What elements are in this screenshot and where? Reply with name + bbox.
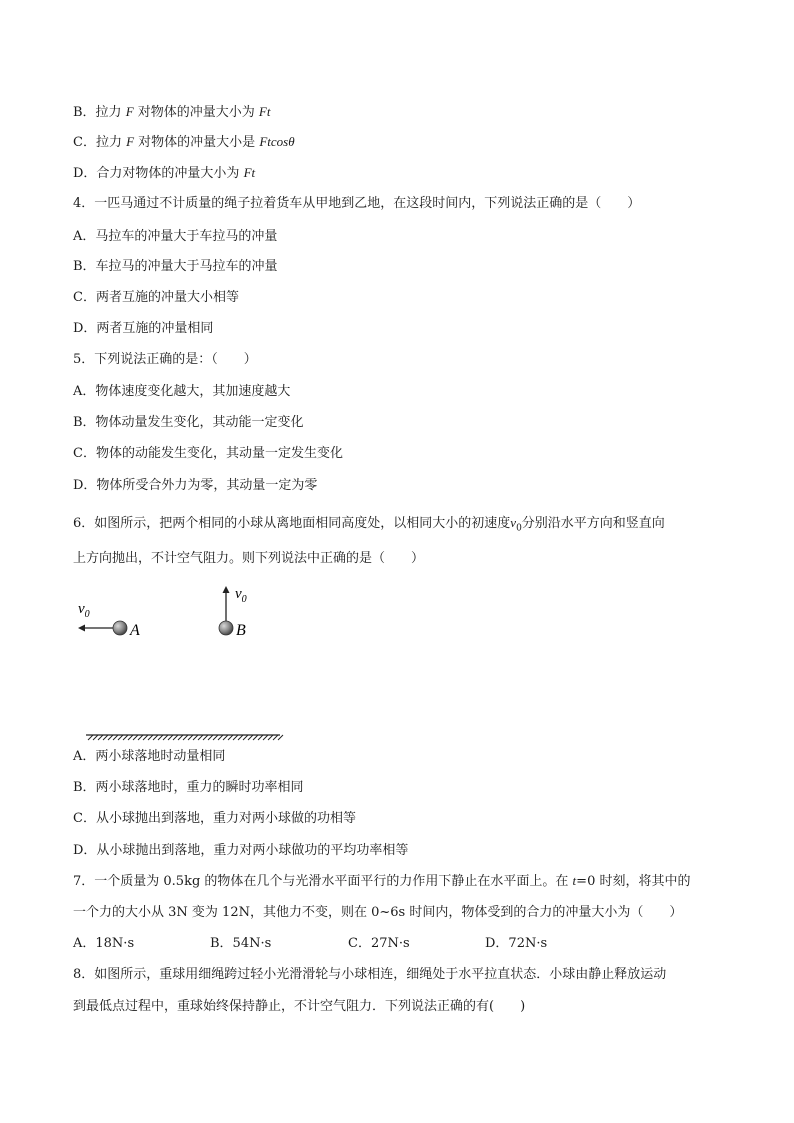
hatch-mark — [153, 735, 158, 740]
q4-option-a: A．马拉车的冲量大于车拉马的冲量 — [73, 229, 278, 244]
q6-option-d: D．从小球抛出到落地，重力对两小球做功的平均功率相等 — [73, 843, 409, 858]
q7-choice-a: A．18N·s — [73, 936, 135, 951]
hatch-mark — [148, 735, 153, 740]
hatch-mark — [138, 735, 143, 740]
q6-option-a: A．两小球落地时动量相同 — [73, 749, 226, 764]
hatch-mark — [128, 735, 133, 740]
hatch-mark — [218, 735, 223, 740]
q5-stem: 5．下列说法正确的是：（ ） — [73, 352, 257, 367]
q8-stem-line2: 到最低点过程中，重球始终保持静止，不计空气阻力．下列说法正确的有( ) — [73, 999, 526, 1014]
hatch-mark — [193, 735, 198, 740]
ball-a-velocity-label: $v_0$ — [78, 601, 90, 620]
hatch-mark — [158, 735, 163, 740]
q6-option-c: C．从小球抛出到落地，重力对两小球做的功相等 — [73, 811, 356, 826]
hatch-mark — [123, 735, 128, 740]
hatch-mark — [93, 735, 98, 740]
q3-option-c: C．拉力 F 对物体的冲量大小是 Ftcosθ — [73, 134, 295, 150]
hatch-mark — [273, 735, 278, 740]
hatch-mark — [198, 735, 203, 740]
hatch-mark — [278, 735, 283, 740]
q3-option-b: B．拉力 F 对物体的冲量大小为 Ft — [73, 104, 271, 120]
ball-a-label: A — [130, 622, 140, 639]
q4-option-d: D．两者互施的冲量相同 — [73, 321, 214, 336]
hatch-mark — [253, 735, 258, 740]
ball-a-arrowhead — [78, 625, 85, 632]
ball-b-group — [219, 586, 247, 639]
ball-a-group — [78, 601, 140, 639]
hatch-mark — [178, 735, 183, 740]
ball-b — [219, 621, 233, 635]
q5-option-d: D．物体所受合外力为零，其动量一定为零 — [73, 478, 318, 493]
q7-stem-line1: 7．一个质量为 0.5kg 的物体在几个与光滑水平面平行的力作用下静止在水平面上。在 t=0 时刻，将其中的 — [73, 873, 691, 889]
q6-stem-line1: 6．如图所示，把两个相同的小球从离地面相同高度处，以相同大小的初速度$v_0$分别沿水平方向和竖直向 — [73, 515, 665, 534]
q8-stem-line1: 8．如图所示，重球用细绳跨过轻小光滑滑轮与小球相连，细绳处于水平拉直状态．小球由静止释放运动 — [73, 967, 667, 982]
hatch-mark — [163, 735, 168, 740]
q5-option-c: C．物体的动能发生变化，其动量一定发生变化 — [73, 446, 343, 461]
hatch-mark — [263, 735, 268, 740]
q6-option-b: B．两小球落地时，重力的瞬时功率相同 — [73, 780, 304, 795]
hatch-mark — [258, 735, 263, 740]
ball-b-arrowhead — [223, 586, 230, 593]
hatch-mark — [223, 735, 228, 740]
ball-b-velocity-label: $v_0$ — [235, 586, 247, 605]
q7-choice-b: B．54N·s — [210, 936, 272, 951]
ball-b-label: B — [236, 622, 246, 639]
ball-a — [113, 621, 127, 635]
q7-choice-d: D．72N·s — [485, 936, 548, 951]
q4-option-c: C．两者互施的冲量大小相等 — [73, 290, 239, 305]
hatch-mark — [98, 735, 103, 740]
hatch-mark — [248, 735, 253, 740]
hatch-mark — [228, 735, 233, 740]
hatch-mark — [213, 735, 218, 740]
hatch-mark — [203, 735, 208, 740]
hatch-mark — [88, 735, 93, 740]
q6-stem-line2: 上方向抛出，不计空气阻力。则下列说法中正确的是（ ） — [73, 551, 425, 566]
q6-figure — [70, 583, 290, 743]
ground-hatching — [88, 735, 283, 740]
hatch-mark — [173, 735, 178, 740]
hatch-mark — [108, 735, 113, 740]
hatch-mark — [133, 735, 138, 740]
q4-stem: 4．一匹马通过不计质量的绳子拉着货车从甲地到乙地，在这段时间内，下列说法正确的是（ ） — [73, 196, 641, 211]
hatch-mark — [233, 735, 238, 740]
hatch-mark — [113, 735, 118, 740]
hatch-mark — [188, 735, 193, 740]
q5-option-b: B．物体动量发生变化，其动能一定变化 — [73, 415, 304, 430]
hatch-mark — [243, 735, 248, 740]
hatch-mark — [238, 735, 243, 740]
hatch-mark — [208, 735, 213, 740]
q7-choices — [73, 935, 633, 953]
hatch-mark — [103, 735, 108, 740]
hatch-mark — [143, 735, 148, 740]
q3-option-d: D．合力对物体的冲量大小为 Ft — [73, 165, 256, 181]
ground — [86, 735, 283, 740]
hatch-mark — [118, 735, 123, 740]
q7-choice-c: C．27N·s — [348, 936, 410, 951]
hatch-mark — [268, 735, 273, 740]
q7-stem-line2: 一个力的大小从 3N 变为 12N，其他力不变，则在 0~6s 时间内，物体受到的合力的冲量大小为（ ） — [73, 905, 683, 920]
q5-option-a: A．物体速度变化越大，其加速度越大 — [73, 384, 291, 399]
q4-option-b: B．车拉马的冲量大于马拉车的冲量 — [73, 259, 278, 274]
hatch-mark — [168, 735, 173, 740]
hatch-mark — [183, 735, 188, 740]
